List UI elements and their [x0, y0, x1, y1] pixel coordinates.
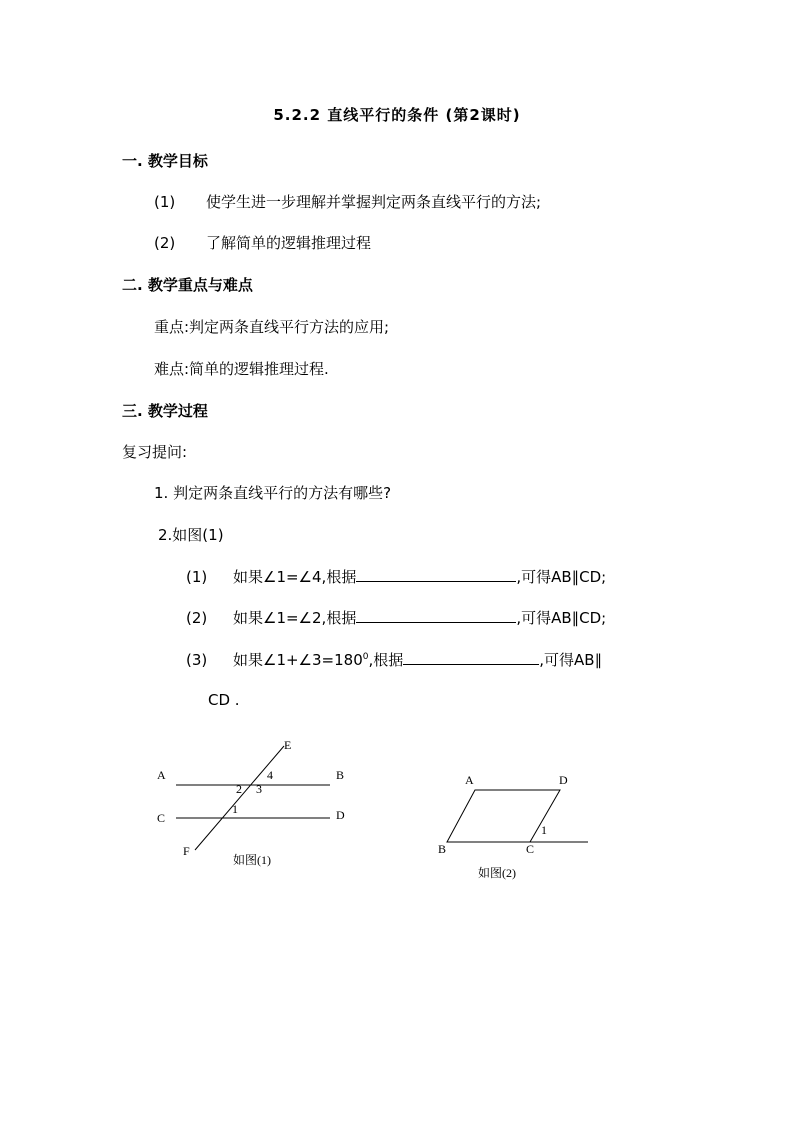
sub-question-number: (1) [186, 568, 208, 586]
objective-number: (1) [154, 193, 176, 211]
objective-text: 使学生进一步理解并掌握判定两条直线平行的方法; [206, 193, 542, 211]
sub-question-number: (2) [186, 609, 208, 627]
key-point-text: 重点:判定两条直线平行方法的应用; [154, 318, 390, 336]
answer-blank [356, 608, 516, 623]
label-c: C [157, 811, 166, 825]
objective-item-2 [154, 232, 371, 253]
sub-question-pre: 如果∠1=∠4,根据 [233, 568, 357, 586]
section-heading-key-points: 二. 教学重点与难点 [122, 276, 253, 294]
label-d: D [336, 808, 345, 822]
label-a: A [465, 773, 474, 787]
label-d: D [559, 773, 568, 787]
angle-label-1: 1 [232, 802, 238, 816]
sub-question-3 [186, 649, 602, 670]
section-heading-objectives: 一. 教学目标 [122, 152, 208, 170]
degree-mark: 0 [362, 652, 369, 662]
objective-number: (2) [154, 234, 176, 252]
page-title: 5.2.2 直线平行的条件 (第2课时) [273, 106, 521, 124]
sub-question-2 [186, 607, 606, 628]
objective-text: 了解简单的逻辑推理过程 [206, 234, 372, 252]
sub-question-3-continued: CD . [208, 691, 240, 709]
answer-blank [403, 650, 539, 665]
sub-question-1 [186, 566, 606, 587]
sub-question-post: ,可得AB∥ [539, 651, 603, 669]
label-a: A [157, 768, 166, 782]
question-2: 2.如图(1) [158, 526, 224, 544]
angle-label-4: 4 [267, 768, 273, 782]
label-e: E [284, 738, 292, 752]
label-f: F [183, 844, 190, 858]
objective-item-1 [154, 191, 541, 212]
figure-1-parallel-lines [150, 732, 370, 872]
review-label: 复习提问: [122, 443, 188, 461]
angle-label-2: 2 [236, 782, 242, 796]
label-c: C [526, 842, 535, 856]
sub-question-pre: 如果∠1=∠2,根据 [233, 609, 357, 627]
transversal-ef [195, 746, 284, 850]
sub-question-mid: ,根据 [368, 651, 404, 669]
answer-blank [356, 567, 516, 582]
figure-1-caption: 如图(1) [233, 853, 271, 867]
sub-question-pre: 如果∠1+∠3=180 [233, 651, 363, 669]
angle-label-1: 1 [541, 823, 547, 837]
label-b: B [438, 842, 447, 856]
figure-2-parallelogram [430, 766, 600, 886]
difficulty-text: 难点:简单的逻辑推理过程. [154, 360, 329, 378]
angle-label-3: 3 [256, 782, 262, 796]
label-b: B [336, 768, 345, 782]
sub-question-number: (3) [186, 651, 208, 669]
sub-question-post: ,可得AB∥CD; [516, 568, 607, 586]
sub-question-post: ,可得AB∥CD; [516, 609, 607, 627]
figure-2-caption: 如图(2) [478, 866, 516, 880]
section-heading-process: 三. 教学过程 [122, 402, 208, 420]
question-1: 1. 判定两条直线平行的方法有哪些? [154, 484, 392, 502]
